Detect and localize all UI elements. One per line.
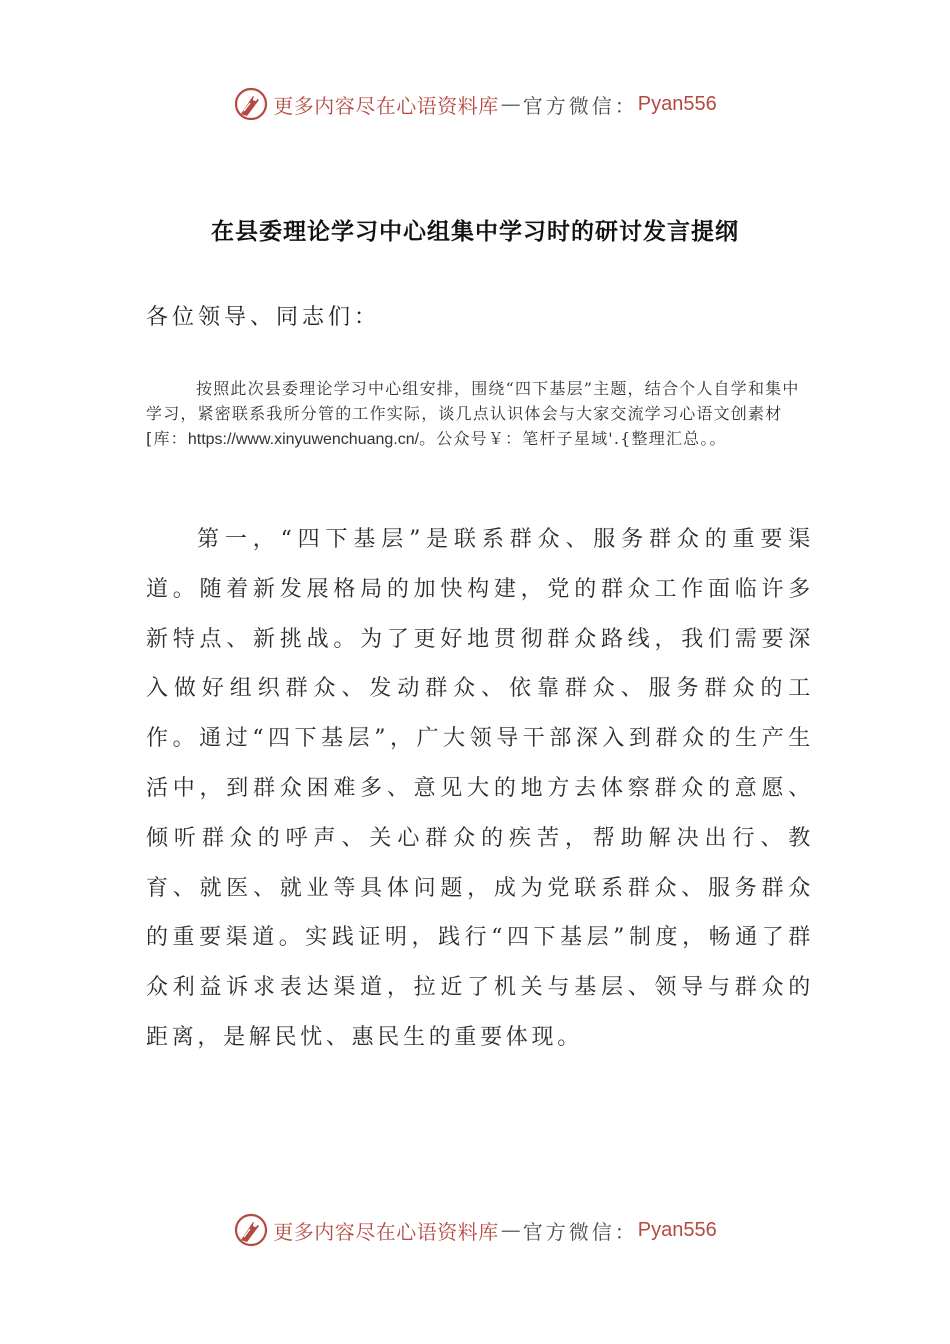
intro-url: https://www.xinyuwenchuang.cn/ xyxy=(187,431,420,448)
pen-nib-logo-icon xyxy=(233,1212,269,1248)
intro-text: 按照此次县委理论学习中心组安排，围绕“四下基层”主题，结合个人自学和集中学习，紧密联系我所分管的工作实际，谈几点认识体会与大家交流学习心语文创素材[库： xyxy=(146,379,800,448)
intro-paragraph xyxy=(146,376,806,452)
promo-text: 更多内容尽在心语资料库 xyxy=(273,1219,499,1244)
wechat-id: Pyan556 xyxy=(637,1218,717,1241)
separator-dash: — xyxy=(500,1218,521,1242)
salutation: 各位领导、同志们： xyxy=(146,305,381,330)
official-wechat-label: 官方微信： xyxy=(522,1219,638,1244)
header-banner xyxy=(0,82,950,126)
body-paragraph-1: 第一，“四下基层”是联系群众、服务群众的重要渠道。随着新发展格局的加快构建，党的群众工作面临许多新特点、新挑战。为了更好地贯彻群众路线，我们需要深入做好组织群众、发动群众、依靠群众、服务群众的工作。通过“四下基层”，广大领导干部深入到群众的生产生活中，到群众困难多、意见大的地方去体察群众的意愿、倾听群众的呼声、关心群众的疾苦，帮助解决出行、教育、就医、就业等具体问题，成为党联系群众、服务群众的重要渠道。实践证明，践行“四下基层”制度，畅通了群众利益诉求表达渠道，拉近了机关与基层、领导与群众的距离，是解民忧、惠民生的重要体现。 xyxy=(146,527,814,1050)
intro-text-tail: 。公众号￥：笔杆子星域'.{整理汇总。。 xyxy=(419,429,727,448)
wechat-id: Pyan556 xyxy=(637,92,717,115)
pen-nib-logo-icon xyxy=(233,86,269,122)
official-wechat-label: 官方微信： xyxy=(522,93,638,118)
separator-dash: — xyxy=(500,92,521,116)
document-title: 在县委理论学习中心组集中学习时的研讨发言提纲 xyxy=(211,219,739,245)
footer-banner xyxy=(0,1208,950,1252)
promo-text: 更多内容尽在心语资料库 xyxy=(273,93,499,118)
